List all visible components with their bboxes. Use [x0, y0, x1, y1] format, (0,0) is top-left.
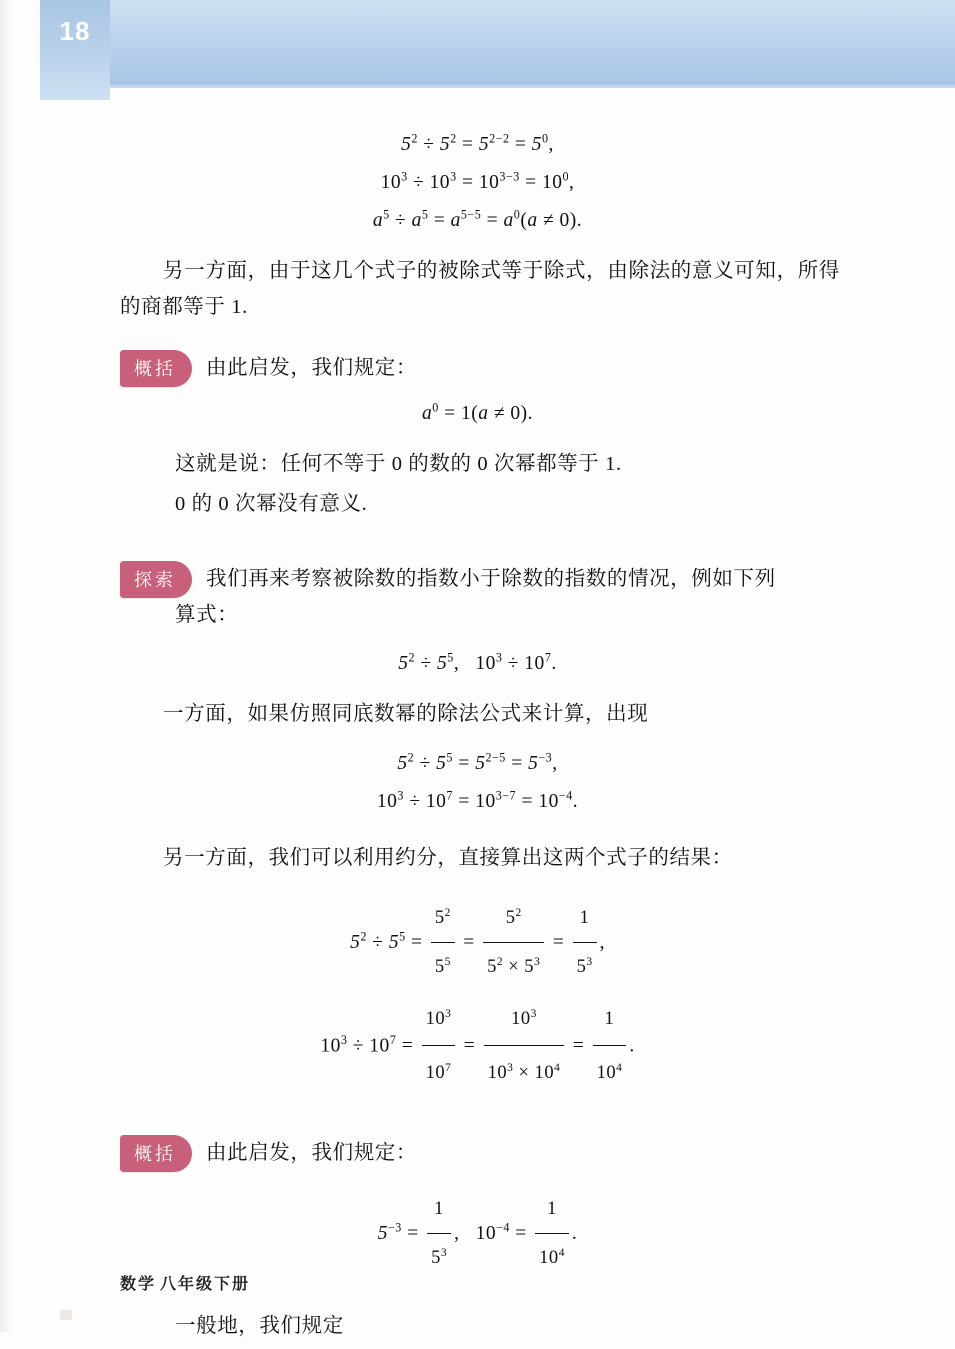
paragraph-reduction-approach: 另一方面，我们可以利用约分，直接算出这两个式子的结果：: [163, 847, 733, 870]
label-tag-explore: 探索: [120, 561, 192, 598]
equation-line: $5^{-3}$ = $\frac{1}{5^3}$ , $10^{-4}$ = $\frac{1}{10^4}$ .: [0, 1186, 955, 1283]
explore-text-line-2: 算式：: [175, 603, 239, 626]
equation-line: $5^2 \div 5^5$, $10^3 \div 10^7$.: [398, 650, 557, 675]
equation-negative-powers: [0, 1186, 955, 1283]
equation-line: $10^3 \div 10^3 = 10^{3-3} = 10^0$,: [380, 169, 575, 194]
equation-line: $5^2 \div 5^5 = 5^{2-5} = 5^{-3}$,: [397, 750, 558, 775]
equation-group-1: [0, 126, 955, 240]
label-tag-summary: 概括: [120, 350, 192, 387]
footer-subject: 数学: [120, 1276, 157, 1293]
summary-text: 由此启发，我们规定：: [206, 356, 417, 379]
equation-line-fraction-1: $5^2 \div 5^5$ = $\frac{5^2}{5^5}$ = $\frac{5^2}{5^2 \times 5^3}$ = $\frac{1}{5^3}$ ,: [0, 895, 955, 992]
equation-group-2: [0, 645, 955, 683]
explore-block: [0, 561, 955, 598]
paragraph-one-hand: 另一方面，由于这几个式子的被除式等于除式，由除法的意义可知，所得的商都等于 1.: [120, 260, 840, 318]
scan-artifact: [60, 1310, 72, 1320]
page-number: 18: [59, 16, 91, 46]
equation-line: $a^5 \div a^5 = a^{5-5} = a^0(a \ne 0)$.: [372, 207, 583, 232]
equation-line: $10^3 \div 10^7 = 10^{3-7} = 10^{-4}$.: [376, 788, 579, 813]
equation-line-fraction-2: $10^3 \div 10^7$ = $\frac{10^3}{10^7}$ = $\frac{10^3}{10^3 \times 10^4}$ = $\frac{1}{10^4}$ .: [0, 993, 955, 1101]
paragraph-formula-approach: 一方面，如果仿照同底数幂的除法公式来计算，出现: [163, 703, 649, 726]
summary-text: 由此启发，我们规定：: [206, 1142, 417, 1165]
page-header: [0, 0, 955, 100]
summary-block-2: [0, 1135, 955, 1172]
paragraph-zero-of-zero: 0 的 0 次幂没有意义.: [175, 492, 368, 515]
page-content: [0, 100, 955, 1349]
label-tag-summary: 概括: [120, 1135, 192, 1172]
equation-group-3: [0, 745, 955, 821]
equation-line: $a^0 = 1(a \ne 0)$.: [421, 400, 534, 424]
equation-zero-power: [0, 395, 955, 433]
equation-fraction-group: [0, 895, 955, 1101]
page-footer: [0, 1271, 955, 1294]
explore-text-line-1: 我们再来考察被除数的指数小于除数的指数的情况，例如下列: [206, 567, 776, 590]
equation-line: $5^2 \div 5^2 = 5^{2-2} = 5^0$,: [401, 131, 554, 155]
summary-block-1: [0, 350, 955, 387]
paragraph-general-rule: 一般地，我们规定: [175, 1315, 344, 1338]
header-decorative-band: [110, 0, 955, 88]
paragraph-zero-power-rule: 这就是说：任何不等于 0 的数的 0 次幂都等于 1.: [175, 452, 622, 475]
page-number-box: [40, 0, 110, 100]
footer-volume: 八年级下册: [160, 1276, 251, 1293]
